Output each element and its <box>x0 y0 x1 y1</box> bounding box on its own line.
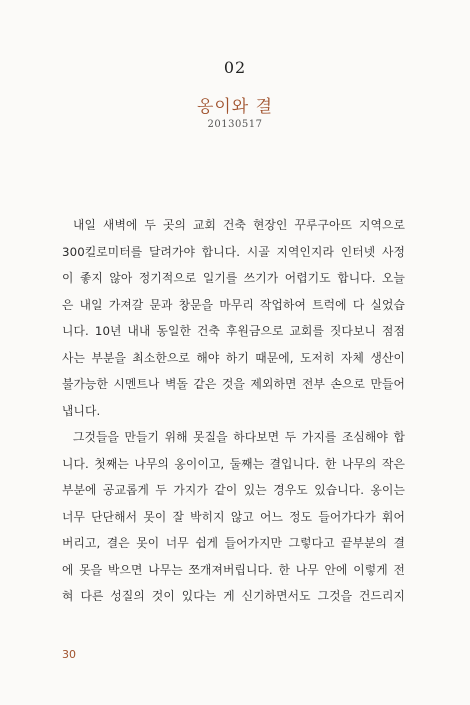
text-line: 버리고, 결은 못이 너무 쉽게 들어가지만 그렇다고 끝부분의 결 <box>62 536 405 550</box>
paragraph <box>62 424 405 610</box>
text-line: 에 못을 박으면 나무는 쪼개져버립니다. 한 나무 안에 이렇게 전 <box>62 562 405 577</box>
page-number: 30 <box>62 648 76 661</box>
body-text <box>62 212 405 610</box>
paragraph <box>62 212 405 424</box>
text-line: 300킬로미터를 달려가야 합니다. 시골 지역인지라 인터넷 사정 <box>62 244 405 259</box>
chapter-title: 옹이와 결 <box>196 97 274 117</box>
text-line: 니다. 첫째는 나무의 옹이이고, 둘째는 결입니다. 한 나무의 작은 <box>62 456 405 471</box>
text-line: 혀 다른 성질의 것이 있다는 게 신기하면서도 그것을 건드리지 <box>62 589 405 603</box>
text-line: 불가능한 시멘트나 벽돌 같은 것을 제외하면 전부 손으로 만들어 <box>62 377 405 391</box>
text-line: 사는 부분을 최소한으로 해야 하기 때문에, 도저히 자체 생산이 <box>62 350 405 365</box>
text-line: 은 내일 가져갈 문과 창문을 마무리 작업하여 트럭에 다 실었습 <box>62 297 405 312</box>
chapter-number: 02 <box>223 58 247 77</box>
text-line: 내일 새벽에 두 곳의 교회 건축 현장인 꾸루구아뜨 지역으로 <box>73 218 405 232</box>
chapter-date: 20130517 <box>207 119 263 130</box>
text-line: 너무 단단해서 못이 잘 박히지 않고 어느 정도 들어가다가 휘어 <box>62 509 405 524</box>
text-line: 그것들을 만들기 위해 못질을 하다보면 두 가지를 조심해야 합 <box>73 430 405 444</box>
text-line: 니다. 10년 내내 동일한 건축 후원금으로 교회를 짓다보니 점점 <box>62 324 405 338</box>
text-line: 부분에 공교롭게 두 가지가 같이 있는 경우도 있습니다. 옹이는 <box>62 483 405 497</box>
text-line: 이 좋지 않아 정기적으로 일기를 쓰기가 어렵기도 합니다. 오늘 <box>62 271 405 285</box>
text-line: 냅니다. <box>62 403 101 418</box>
